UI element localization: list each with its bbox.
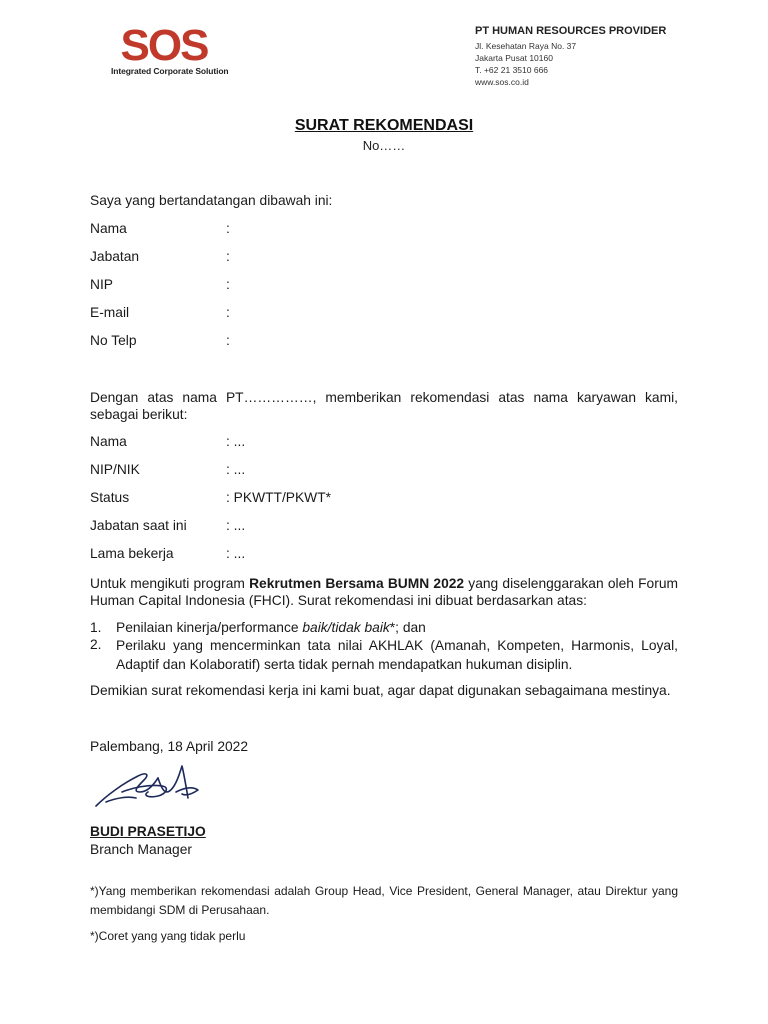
employee-value-nip: : ... (226, 462, 246, 477)
company-phone: T. +62 21 3510 666 (475, 65, 549, 75)
svg-text:SOS: SOS (120, 22, 208, 66)
intro-text: Saya yang bertandatangan dibawah ini: (90, 193, 333, 208)
employee-label-tenure: Lama bekerja (90, 546, 174, 561)
company-address-line: Jl. Kesehatan Raya No. 37 (475, 41, 577, 51)
criteria-number: 2. (90, 637, 102, 652)
handwritten-signature (92, 762, 212, 812)
program-text-before: Untuk mengikuti program (90, 576, 250, 591)
signatory-label-email: E-mail (90, 305, 130, 320)
program-text-after: yang diselenggarakan oleh Forum Human Capital Indonesia (FHCI). Surat rekomendasi ini dibuat berdasarkan atas: (90, 576, 678, 608)
criteria-number: 1. (90, 620, 102, 635)
signatory-label-position: Jabatan (90, 249, 140, 264)
company-address-line: Jakarta Pusat 10160 (475, 53, 553, 63)
signatory-label-phone: No Telp (90, 333, 137, 348)
criteria-item: Perilaku yang mencerminkan tata nilai AKHLAK (Amanah, Kompeten, Harmonis, Loyal, Adaptif dan Kolaboratif) serta tidak pernah mendapatkan hukuman disiplin. (116, 638, 678, 672)
criteria-item (116, 618, 678, 637)
signatory-label-nip: NIP (90, 277, 113, 292)
signer-title: Branch Manager (90, 842, 193, 857)
employee-label-status: Status (90, 490, 130, 505)
employee-value-position: : ... (226, 518, 246, 533)
criteria-emphasis: baik/tidak baik (302, 620, 390, 635)
signatory-value-phone: : (226, 333, 230, 348)
signatory-value-position: : (226, 249, 230, 264)
signatory-label-name: Nama (90, 221, 127, 236)
signatory-value-email: : (226, 305, 230, 320)
employee-label-nip: NIP/NIK (90, 462, 140, 477)
company-logo (112, 22, 216, 66)
place-date: Palembang, 18 April 2022 (90, 739, 249, 754)
employee-value-tenure: : ... (226, 546, 246, 561)
recommendation-paragraph: Dengan atas nama PT……………, memberikan rekomendasi atas nama karyawan kami, sebagai berikut: (90, 390, 678, 422)
closing-text: Demikian surat rekomendasi kerja ini kami buat, agar dapat digunakan sebagaimana mestinya. (90, 683, 671, 698)
criteria-text: Penilaian kinerja/performance (116, 620, 303, 635)
company-name: PT HUMAN RESOURCES PROVIDER (475, 25, 667, 37)
footnote: *)Yang memberikan rekomendasi adalah Group Head, Vice President, General Manager, atau Direktur yang membidangi SDM di Perusahaan. (90, 884, 678, 917)
company-tagline: Integrated Corporate Solution (111, 66, 229, 76)
program-paragraph (90, 575, 678, 609)
footnote: *)Coret yang yang tidak perlu (90, 929, 246, 943)
employee-value-name: : ... (226, 434, 246, 449)
signatory-value-name: : (226, 221, 230, 236)
document-title: SURAT REKOMENDASI (294, 117, 474, 134)
criteria-suffix: *; dan (389, 620, 426, 635)
program-name: Rekrutmen Bersama BUMN 2022 (249, 576, 465, 591)
employee-label-position: Jabatan saat ini (90, 518, 187, 533)
signer-name: BUDI PRASETIJO (90, 824, 206, 839)
employee-value-status: : PKWTT/PKWT* (226, 490, 332, 505)
employee-label-name: Nama (90, 434, 127, 449)
document-number: No…… (362, 138, 406, 153)
company-website: www.sos.co.id (475, 77, 529, 87)
signatory-value-nip: : (226, 277, 230, 292)
